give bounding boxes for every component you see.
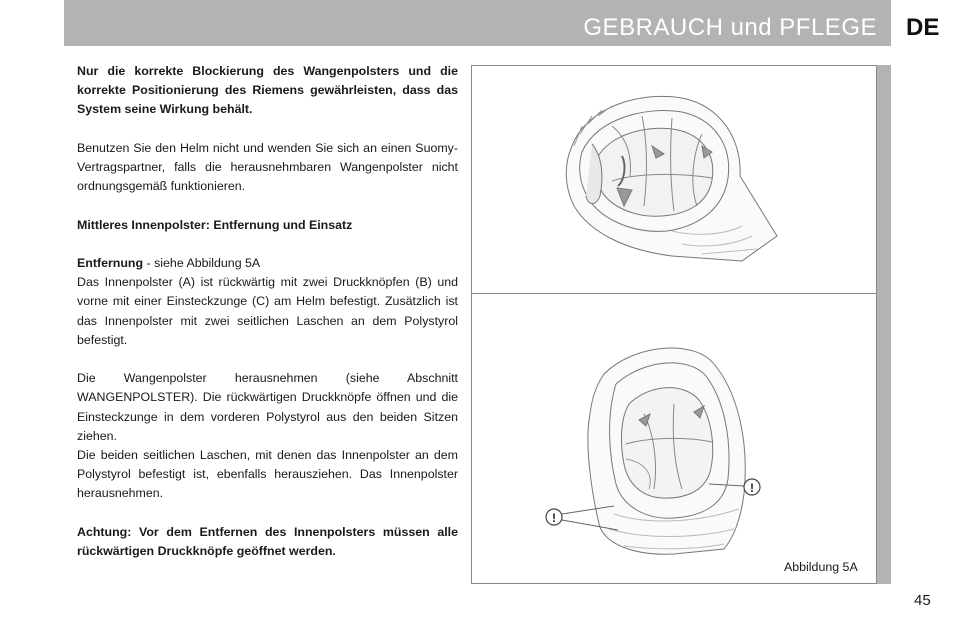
helmet-side-view-illustration bbox=[554, 334, 764, 564]
contact-paragraph: Benutzen Sie den Helm nicht und wenden Sie sich an einen Suomy-Vertragspartner, falls die herausnehmbaren Wangenpolster nicht ordnungsgemäß funktionieren. bbox=[77, 140, 458, 194]
figure-divider bbox=[472, 293, 876, 294]
warning-icon-left bbox=[546, 509, 562, 525]
header-bar bbox=[64, 0, 891, 46]
svg-text:!: ! bbox=[750, 481, 754, 495]
svg-text:!: ! bbox=[552, 511, 556, 525]
language-code: DE bbox=[906, 14, 940, 41]
removal-figure-ref: - siehe Abbildung 5A bbox=[143, 255, 261, 270]
removal-label: Entfernung bbox=[77, 255, 144, 270]
helmet-top-view-illustration bbox=[552, 86, 782, 266]
tabs-paragraph: Die beiden seitlichen Laschen, mit denen das Innenpolster an dem Polystyrol befestigt ist, ebenfalls herausziehen. Das Innenpolster herausnehmen. bbox=[77, 448, 458, 501]
page-number: 45 bbox=[914, 592, 931, 609]
warning-icon-right bbox=[744, 479, 760, 495]
figure-frame bbox=[471, 65, 877, 584]
body-text bbox=[77, 62, 458, 580]
page-title: GEBRAUCH und PFLEGE bbox=[583, 14, 877, 41]
fastening-paragraph: Das Innenpolster (A) ist rückwärtig mit zwei Druckknöpfen (B) und vorne mit einer Einsteckzunge (C) am Helm befestigt. Zusätzlich ist das Innenpolster mit zwei seitlichen Laschen an dem Polystyrol befestigt. bbox=[77, 275, 458, 347]
intro-bold-paragraph: Nur die korrekte Blockierung des Wangenpolsters und die korrekte Positionierung des Riemens gewährleisten, dass das System seine Wirkung behält. bbox=[77, 64, 458, 117]
figure-caption: Abbildung 5A bbox=[784, 560, 858, 574]
section-heading: Mittleres Innenpolster: Entfernung und Einsatz bbox=[77, 217, 353, 232]
removal-line bbox=[77, 254, 458, 273]
figure-side-bar bbox=[877, 65, 891, 584]
warning-paragraph: Achtung: Vor dem Entfernen des Innenpolsters müssen alle rückwärtigen Druckknöpfe geöffnet werden. bbox=[77, 524, 458, 558]
removal-steps-paragraph: Die Wangenpolster herausnehmen (siehe Abschnitt WANGENPOLSTER). Die rückwärtigen Druckknöpfe öffnen und die Einsteckzunge in dem vorderen Polystyrol aus den beiden Sitzen ziehen. bbox=[77, 371, 458, 443]
